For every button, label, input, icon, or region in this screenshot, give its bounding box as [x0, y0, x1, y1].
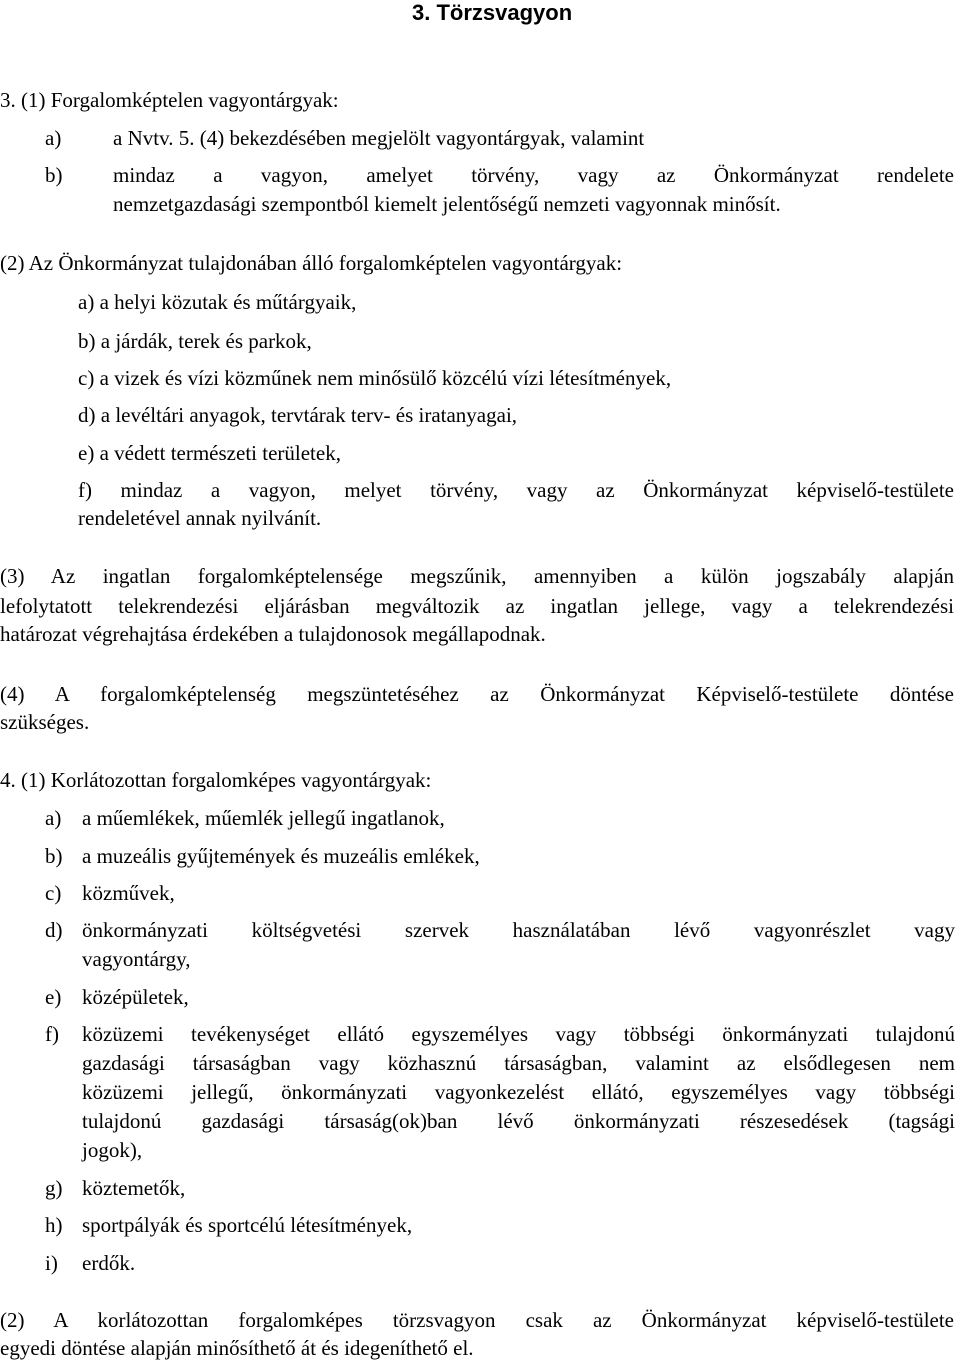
s4-p1-h-text: sportpályák és sportcélú létesítmények, [82, 1213, 413, 1237]
s4-p2-line2: egyedi döntése alapján minősíthető át és idegeníthető el. [0, 1336, 474, 1360]
s4-p1-d-line1: önkormányzati költségvetési szervek használatában lévő vagyonrészlet vagy [82, 918, 955, 942]
s3-p1-intro: 3. (1) Forgalomképtelen vagyontárgyak: [0, 88, 339, 112]
s3-p2-item-e: e) a védett természeti területek, [78, 441, 341, 465]
s4-p1-g-text: köztemetők, [82, 1176, 186, 1200]
s4-p1-a-text: a műemlékek, műemlék jellegű ingatlanok, [82, 806, 445, 830]
s3-p3-line1: (3) Az ingatlan forgalomképtelensége megszűnik, amennyiben a külön jogszabály alapján [0, 564, 954, 588]
s4-p1-f-line4: tulajdonú gazdasági társaság(ok)ban lévő önkormányzati részesedések (tagsági [82, 1109, 955, 1133]
s4-p1-d-line2: vagyontárgy, [82, 947, 191, 971]
section-heading: 3. Törzsvagyon [412, 0, 573, 25]
s4-p1-i-label: i) [45, 1251, 58, 1275]
s4-p2-line1: (2) A korlátozottan forgalomképes törzsvagyon csak az Önkormányzat képviselő-testülete [0, 1308, 954, 1332]
s4-p1-a-label: a) [45, 806, 62, 830]
s4-p1-f-label: f) [45, 1022, 59, 1046]
s4-p1-e-text: középületek, [82, 985, 189, 1009]
s4-p1-e-label: e) [45, 985, 62, 1009]
s4-p1-g-label: g) [45, 1176, 63, 1200]
s4-p1-h-label: h) [45, 1213, 63, 1237]
s4-p1-i-text: erdők. [82, 1251, 136, 1275]
s4-p1-f-line3: közüzemi jellegű, önkormányzati vagyonkezelést ellátó, egyszemélyes vagy többségi [82, 1080, 955, 1104]
s4-p1-f-line1: közüzemi tevékenységet ellátó egyszemélyes vagy többségi önkormányzati tulajdonú [82, 1022, 955, 1046]
s3-p2-item-d: d) a levéltári anyagok, tervtárak terv- és iratanyagai, [78, 403, 518, 427]
s3-p1-b-line1: mindaz a vagyon, amelyet törvény, vagy az Önkormányzat rendelete [113, 163, 954, 187]
s4-p1-c-text: közművek, [82, 881, 175, 905]
s3-p2-item-a: a) a helyi közutak és műtárgyaik, [78, 290, 357, 314]
s3-p1-b-line2: nemzetgazdasági szempontból kiemelt jelentőségű nemzeti vagyonnak minősít. [113, 192, 781, 216]
s4-p1-b-text: a muzeális gyűjtemények és muzeális emlékek, [82, 844, 480, 868]
s3-p2-item-f-line1: f) mindaz a vagyon, melyet törvény, vagy az Önkormányzat képviselő-testülete [78, 478, 954, 502]
s3-p1-a-label: a) [45, 126, 62, 150]
s3-p3-line3: határozat végrehajtása érdekében a tulajdonosok megállapodnak. [0, 622, 546, 646]
s3-p4-line2: szükséges. [0, 710, 90, 734]
s4-p1-d-label: d) [45, 918, 63, 942]
s4-p1-c-label: c) [45, 881, 62, 905]
s3-p3-line2: lefolytatott telekrendezési eljárásban megváltozik az ingatlan jellege, vagy a telekrendezési [0, 594, 954, 618]
s3-p2-item-f-line2: rendeletével annak nyilvánít. [78, 506, 322, 530]
s3-p1-b-label: b) [45, 163, 63, 187]
s3-p2-item-c: c) a vizek és vízi közműnek nem minősülő közcélú vízi létesítmények, [78, 366, 672, 390]
s4-p1-f-line5: jogok), [82, 1138, 143, 1162]
s3-p4-line1: (4) A forgalomképtelenség megszüntetéséhez az Önkormányzat Képviselő-testülete döntése [0, 682, 954, 706]
s4-p1-intro: 4. (1) Korlátozottan forgalomképes vagyontárgyak: [0, 768, 432, 792]
s4-p1-f-line2: gazdasági társaságban vagy közhasznú társaságban, valamint az elsődlegesen nem [82, 1051, 955, 1075]
s4-p1-b-label: b) [45, 844, 63, 868]
s3-p2-intro: (2) Az Önkormányzat tulajdonában álló forgalomképtelen vagyontárgyak: [0, 251, 623, 275]
s3-p2-item-b: b) a járdák, terek és parkok, [78, 329, 312, 353]
s3-p1-a-text: a Nvtv. 5. (4) bekezdésében megjelölt vagyontárgyak, valamint [113, 126, 645, 150]
